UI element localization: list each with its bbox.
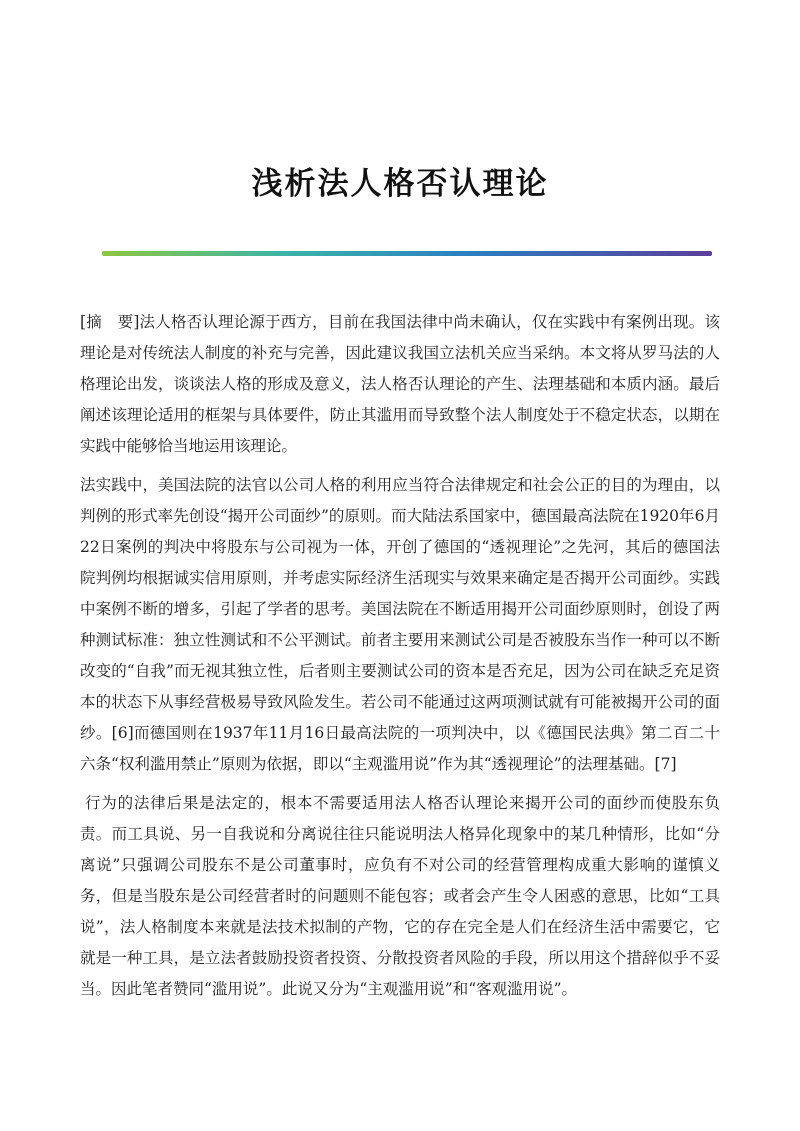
page-title: 浅析法人格否认理论 [251, 166, 549, 202]
body-paragraph: 法实践中，美国法院的法官以公司人格的利用应当符合法律规定和社会公正的目的为理由，以判例的形式率先创设“揭开公司面纱”的原则。而大陆法系国家中，德国最高法院在1920年6月22日案例的判决中将股东与公司视为一体，开创了德国的“透视理论”之先河，其后的德国法院判例均根据诚实信用原则，并考虑实际经济生活现实与效果来确定是否揭开公司面纱。实践中案例不断的增多，引起了学者的思考。美国法院在不断适用揭开公司面纱原则时，创设了两种测试标准：独立性测试和不公平测试。前者主要用来测试公司是否被股东当作一种可以不断改变的“自我”而无视其独立性，后者则主要测试公司的资本是否充足，因为公司在缺乏充足资本的状态下从事经营极易导致风险发生。若公司不能通过这两项测试就有可能被揭开公司的面纱。[6]而德国则在1937年11月16日最高法院的一项判决中，以《德国民法典》第二百二十六条“权利滥用禁止”原则为依据，即以“主观滥用说”作为其“透视理论”的法理基础。[7] [80, 476, 720, 773]
body-paragraph: 行为的法律后果是法定的，根本不需要适用法人格否认理论来揭开公司的面纱而使股东负责。而工具说、另一自我说和分离说往往只能说明法人格异化现象中的某几种情形，比如“分离说”只强调公司股东不是公司董事时，应负有不对公司的经营管理构成重大影响的谨慎义务，但是当股东是公司经营者时的问题则不能包容；或者会产生令人困惑的意思，比如“工具说”，法人格制度本来就是法技术拟制的产物，它的存在完全是人们在经济生活中需要它，它就是一种工具，是立法者鼓励投资者投资、分散投资者风险的手段，所以用这个措辞似乎不妥当。因此笔者赞同“滥用说”。此说又分为“主观滥用说”和“客观滥用说”。 [80, 794, 720, 998]
title-divider [102, 251, 712, 256]
abstract-paragraph: [摘 要]法人格否认理论源于西方，目前在我国法律中尚未确认，仅在实践中有案例出现。该理论是对传统法人制度的补充与完善，因此建议我国立法机关应当采纳。本文将从罗马法的人格理论出发，谈谈法人格的形成及意义，法人格否认理论的产生、法理基础和本质内涵。最后阐述该理论适用的框架与具体要件，防止其滥用而导致整个法人制度处于不稳定状态，以期在实践中能够恰当地运用该理论。 [80, 313, 720, 455]
document-body [80, 307, 720, 1013]
